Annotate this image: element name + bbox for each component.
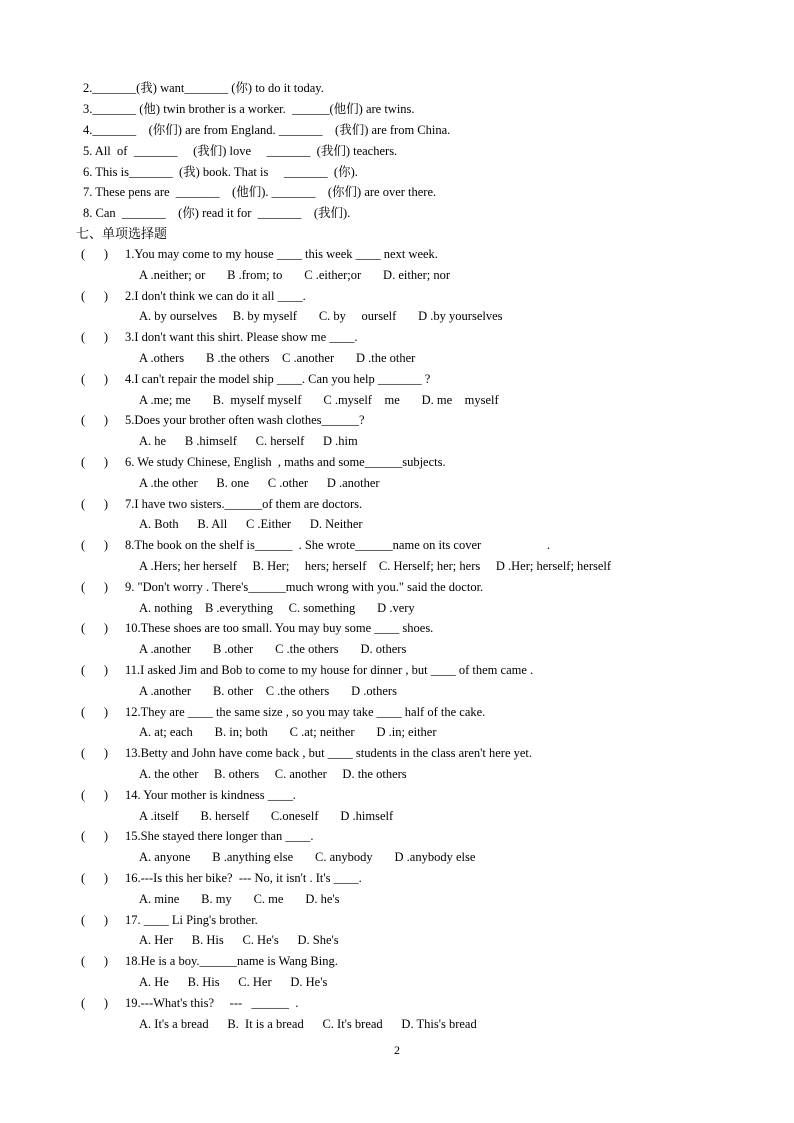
fill-item: 5. All of _______ (我们) love _______ (我们) teachers. [83, 144, 398, 158]
answer-blank: ( ) [81, 746, 109, 760]
answer-blank: ( ) [81, 247, 109, 261]
fill-item: 2._______(我) want_______ (你) to do it today. [83, 81, 324, 95]
question-text: 18.He is a boy.______name is Wang Bing. [125, 954, 338, 968]
answer-blank: ( ) [81, 954, 109, 968]
question-options: A .Hers; her herself B. Her; hers; herself C. Herself; her; hers D .Her; herself; herself [139, 559, 612, 573]
question-text: 6. We study Chinese, English , maths and some______subjects. [125, 455, 446, 469]
question-options: A. Her B. His C. He's D. She's [139, 933, 339, 947]
question-options: A. by ourselves B. by myself C. by ourself D .by yourselves [139, 309, 503, 323]
question-options: A .neither; or B .from; to C .either;or D. either; nor [139, 268, 451, 282]
answer-blank: ( ) [81, 455, 109, 469]
question-options: A. He B. His C. Her D. He's [139, 975, 328, 989]
question-options: A .another B. other C .the others D .others [139, 684, 397, 698]
question-text: 5.Does your brother often wash clothes______? [125, 413, 365, 427]
fill-item: 3._______ (他) twin brother is a worker. ______(他们) are twins. [83, 102, 415, 116]
question-text: 12.They are ____ the same size , so you may take ____ half of the cake. [125, 705, 486, 719]
question-options: A .itself B. herself C.oneself D .himself [139, 809, 394, 823]
question-text: 8.The book on the shelf is______ . She wrote______name on its cover . [125, 538, 550, 552]
question-text: 16.---Is this her bike? --- No, it isn't . It's ____. [125, 871, 362, 885]
answer-blank: ( ) [81, 913, 109, 927]
question-text: 15.She stayed there longer than ____. [125, 829, 314, 843]
fill-item: 7. These pens are _______ (他们). _______ (你们) are over there. [83, 185, 437, 199]
section-title: 七、单项选择题 [76, 226, 168, 241]
question-text: 10.These shoes are too small. You may buy some ____ shoes. [125, 621, 434, 635]
fill-item: 4._______ (你们) are from England. _______ (我们) are from China. [83, 123, 451, 137]
question-options: A .another B .other C .the others D. others [139, 642, 407, 656]
question-text: 3.I don't want this shirt. Please show me ____. [125, 330, 358, 344]
question-text: 13.Betty and John have come back , but ____ students in the class aren't here yet. [125, 746, 533, 760]
question-options: A .others B .the others C .another D .the other [139, 351, 416, 365]
question-options: A. nothing B .everything C. something D .very [139, 601, 415, 615]
question-text: 9. "Don't worry . There's______much wrong with you." said the doctor. [125, 580, 484, 594]
question-text: 11.I asked Jim and Bob to come to my house for dinner , but ____ of them came . [125, 663, 534, 677]
fill-item: 6. This is_______ (我) book. That is _______ (你). [83, 165, 358, 179]
question-options: A. Both B. All C .Either D. Neither [139, 517, 363, 531]
question-text: 7.I have two sisters.______of them are doctors. [125, 497, 363, 511]
question-text: 19.---What's this? --- ______ . [125, 996, 299, 1010]
page-number: 2 [394, 1043, 400, 1057]
question-options: A. at; each B. in; both C .at; neither D .in; either [139, 725, 437, 739]
question-options: A. anyone B .anything else C. anybody D .anybody else [139, 850, 476, 864]
answer-blank: ( ) [81, 580, 109, 594]
question-options: A .me; me B. myself myself C .myself me D. me myself [139, 393, 499, 407]
question-text: 4.I can't repair the model ship ____. Can you help _______ ? [125, 372, 431, 386]
question-text: 17. ____ Li Ping's brother. [125, 913, 258, 927]
answer-blank: ( ) [81, 996, 109, 1010]
fill-item: 8. Can _______ (你) read it for _______ (我们). [83, 206, 351, 220]
question-options: A. It's a bread B. It is a bread C. It's bread D. This's bread [139, 1017, 477, 1031]
answer-blank: ( ) [81, 829, 109, 843]
answer-blank: ( ) [81, 663, 109, 677]
answer-blank: ( ) [81, 289, 109, 303]
answer-blank: ( ) [81, 330, 109, 344]
answer-blank: ( ) [81, 538, 109, 552]
question-text: 14. Your mother is kindness ____. [125, 788, 296, 802]
question-options: A. he B .himself C. herself D .him [139, 434, 358, 448]
answer-blank: ( ) [81, 788, 109, 802]
answer-blank: ( ) [81, 871, 109, 885]
question-options: A. mine B. my C. me D. he's [139, 892, 340, 906]
question-text: 1.You may come to my house ____ this week ____ next week. [125, 247, 438, 261]
answer-blank: ( ) [81, 413, 109, 427]
answer-blank: ( ) [81, 705, 109, 719]
question-options: A .the other B. one C .other D .another [139, 476, 380, 490]
answer-blank: ( ) [81, 621, 109, 635]
answer-blank: ( ) [81, 372, 109, 386]
answer-blank: ( ) [81, 497, 109, 511]
question-options: A. the other B. others C. another D. the others [139, 767, 407, 781]
question-text: 2.I don't think we can do it all ____. [125, 289, 306, 303]
